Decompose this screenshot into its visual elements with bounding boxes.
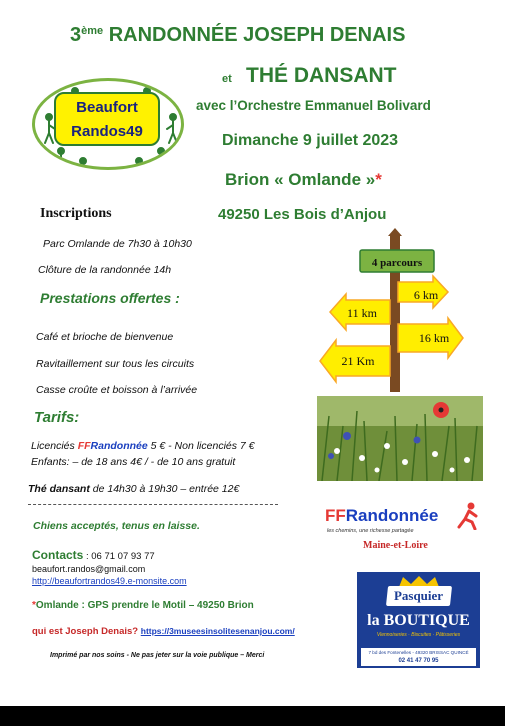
logo-text-box (54, 92, 160, 146)
parcours-label: 4 parcours (371, 257, 423, 269)
event-place: Brion « Omlande »* (225, 170, 382, 189)
boutique-phone: 02 41 47 70 95 (398, 658, 439, 664)
arrow-16km-label: 16 km (418, 331, 450, 345)
arrow-6km-label: 6 km (413, 288, 439, 302)
contact-website-link[interactable]: http://beaufortrandos49.e-monsite.com (32, 576, 187, 586)
separator-line (28, 504, 278, 505)
printed-note: Imprimé par nos soins - Ne pas jeter sur la voie publique – Merci (50, 652, 265, 659)
logo-line2: Randos49 (71, 123, 143, 140)
orchestre-line: avec l’Orchestre Emmanuel Bolivard (196, 98, 431, 113)
pasquier-brand: Pasquier (393, 588, 444, 603)
inscriptions-heading: Inscriptions (40, 206, 112, 221)
et-label: et (222, 73, 232, 85)
logo-line1: Beaufort (76, 99, 138, 116)
contact-email[interactable]: beaufort.randos@gmail.com (32, 564, 146, 574)
prestation-item: Ravitaillement sur tous les circuits (36, 358, 195, 370)
tarifs-line2: Enfants: – de 18 ans 4€ / - de 10 ans gratuit (31, 456, 236, 468)
prestations-heading: Prestations offertes : (40, 290, 180, 306)
signpost-illustration (318, 228, 488, 392)
event-city: 49250 Les Bois d’Anjou (218, 206, 387, 223)
arrow-21km-label: 21 Km (341, 354, 375, 368)
boutique-name: la BOUTIQUE (367, 612, 470, 629)
inscriptions-line1: Parc Omlande de 7h30 à 10h30 (43, 238, 192, 250)
who-line: qui est Joseph Denais? https://3museesinsolitesenanjou.com/ (32, 626, 295, 637)
contacts-line: Contacts : 06 71 07 93 77 (32, 548, 155, 562)
prestation-item: Casse croûte et boisson à l’arrivée (36, 384, 198, 396)
ffrandonnee-region: Maine-et-Loire (363, 540, 428, 551)
chiens-note: Chiens acceptés, tenus en laisse. (33, 520, 200, 532)
the-dansant-title: THÉ DANSANT (246, 64, 397, 87)
pasquier-boutique-logo (357, 572, 480, 668)
event-date: Dimanche 9 juillet 2023 (222, 132, 399, 149)
joseph-denais-link[interactable]: https://3museesinsolitesenanjou.com/ (140, 626, 295, 636)
tarifs-line1: Licenciés FFRandonnée 5 € - Non licenciés 7 € (31, 440, 255, 452)
ffrandonnee-logo: FFRandonnée (325, 506, 439, 525)
boutique-address: 7 bd des Fontenelles - 49320 BRISSAC QUINCÉ (368, 650, 469, 655)
prestation-item: Café et brioche de bienvenue (36, 331, 174, 343)
inscriptions-line2: Clôture de la randonnée 14h (38, 264, 172, 276)
tarifs-heading: Tarifs: (34, 409, 80, 426)
gps-note: *Omlande : GPS prendre le Motil – 49250 Brion (32, 600, 254, 611)
meadow-photo (317, 396, 483, 481)
the-dansant-line: Thé dansant de 14h30 à 19h30 – entrée 12€ (28, 483, 240, 495)
arrow-11km-label: 11 km (347, 306, 377, 320)
main-title: 3ème RANDONNÉE JOSEPH DENAIS (70, 24, 406, 46)
boutique-sub: Viennoiseries · Biscuites · Pâtisseries (376, 632, 461, 638)
hiker-icon (455, 502, 481, 530)
ffrandonnee-tagline: les chemins, une richesse partagée (327, 528, 414, 534)
